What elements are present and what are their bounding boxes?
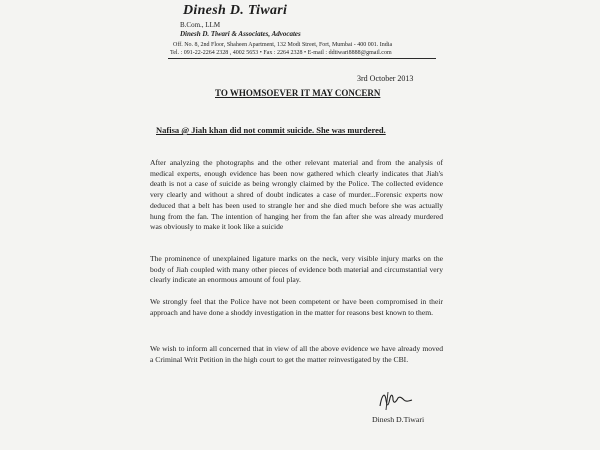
letterhead-firm: Dinesh D. Tiwari & Associates, Advocates bbox=[180, 30, 301, 38]
letter-paragraph: We wish to inform all concerned that in view of all the above evidence we have already moved a Criminal Writ Petition in the high court to get the matter reinvestigated by the CBI. bbox=[150, 344, 443, 364]
letter-subject: Nafisa @ Jiah khan did not commit suicide. She was murdered. bbox=[156, 125, 386, 135]
letter-paragraph: We strongly feel that the Police have not been competent or have been compromised in their approach and have done a shoddy investigation in the matter for reasons best known to them. bbox=[150, 297, 443, 317]
letterhead-contact: Tel. : 091-22-2264 2328 , 4002 5653 • Fax : 2264 2328 • E-mail : ddtiwari8888@gmail.com bbox=[170, 50, 392, 56]
letterhead-name: Dinesh D. Tiwari bbox=[183, 3, 288, 18]
signatory-name: Dinesh D.Tiwari bbox=[372, 415, 425, 424]
letter-title: TO WHOMSOEVER IT MAY CONCERN bbox=[215, 88, 381, 98]
letterhead-address: Off. No. 8, 2nd Floor, Shaheen Apartment, 132 Modi Street, Fort, Mumbai - 400 001. India bbox=[173, 42, 393, 48]
handwritten-signature bbox=[376, 388, 416, 414]
letterhead-divider bbox=[168, 58, 436, 59]
letter-paragraph: The prominence of unexplained ligature marks on the neck, very visible injury marks on the body of Jiah coupled with many other pieces of evidence both material and circumstantial very clearly indicate an enormous amount of foul play. bbox=[150, 254, 443, 285]
letterhead-qualifications: B.Com., LLM bbox=[180, 21, 221, 29]
letter-paragraph: After analyzing the photographs and the other relevant material and from the analysis of medical experts, enough evidence has been now gathered which clearly indicates that Jiah's death is not a case of suicide as being wrongly claimed by the Police. The collected evidence very clearly and without a shred of doubt indicates a case of murder...Forensic experts now deduced that a belt has been used to strangle her and she died much before she was actually hung from the fan. The intention of hanging her from the fan after she was already murdered was obviously to make it look like a suicide bbox=[150, 158, 443, 232]
letter-date: 3rd October 2013 bbox=[357, 74, 414, 83]
